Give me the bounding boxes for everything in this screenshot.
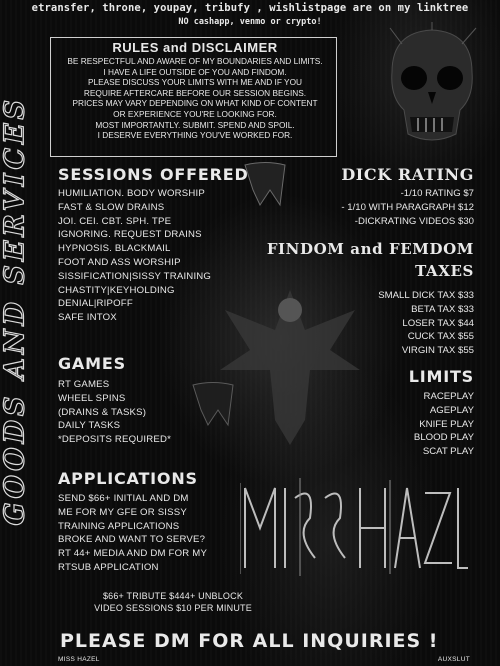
side-title: GOODS AND SERVICES	[0, 95, 31, 526]
list-item: BETA TAX $33	[411, 303, 474, 315]
rating-title: DICK RATING	[341, 165, 474, 184]
teeth-illustration-2	[185, 380, 240, 430]
list-item: CHASTITY|KEYHOLDING	[58, 284, 175, 296]
list-item: IGNORING. REQUEST DRAINS	[58, 229, 202, 241]
credit-right: AUXSLUT	[437, 656, 470, 663]
list-item: RT GAMES	[58, 379, 110, 390]
list-item: -DICKRATING VIDEOS $30	[354, 215, 474, 227]
rules-line: PRICES MAY VARY DEPENDING ON WHAT KIND OF CONTENT	[72, 98, 318, 109]
list-item: AGEPLAY	[429, 404, 474, 416]
list-item: SAFE INTOX	[58, 312, 117, 324]
brand-logo	[240, 478, 470, 578]
list-item: RACEPLAY	[423, 391, 474, 402]
limits-list	[414, 390, 474, 459]
rules-line: REQUIRE AFTERCARE BEFORE OUR SESSION BEGINS.	[83, 87, 307, 98]
rules-line: PLEASE DISCUSS YOUR LIMITS WITH ME AND IF YOU	[87, 77, 303, 88]
taxes-title-line: FINDOM and FEMDOM	[266, 240, 474, 258]
rules-line: I DESERVE EVERYTHING YOU'VE WORKED FOR.	[97, 130, 293, 141]
games-list	[58, 378, 171, 447]
list-item: BROKE AND WANT TO SERVE?	[58, 534, 206, 546]
taxes-title	[267, 238, 474, 282]
list-item: HUMILIATION. BODY WORSHIP	[58, 188, 205, 199]
rules-line: I HAVE A LIFE OUTSIDE OF YOU AND FINDOM.	[103, 66, 287, 77]
list-item: CUCK TAX $55	[407, 331, 474, 343]
list-item: DAILY TASKS	[58, 420, 121, 432]
sessions-list	[58, 187, 211, 325]
list-item: ME FOR MY GFE OR SISSY	[58, 506, 187, 518]
list-item: FOOT AND ASS WORSHIP	[58, 256, 181, 268]
applications-title: APPLICATIONS	[58, 469, 198, 488]
list-item: LOSER TAX $44	[402, 317, 474, 329]
list-item: TRAINING APPLICATIONS	[58, 520, 180, 532]
rules-title: RULES and DISCLAIMER	[112, 40, 278, 55]
list-item: BLOOD PLAY	[413, 432, 474, 444]
list-item: DENIAL|RIPOFF	[58, 298, 133, 310]
list-item: *DEPOSITS REQUIRED*	[58, 434, 172, 446]
list-item: -1/10 RATING $7	[400, 188, 474, 199]
credit-left: MISS HAZEL	[58, 656, 100, 663]
rules-line: MOST IMPORTANTLY. SUBMIT. SPEND AND SPOIL.	[95, 119, 295, 130]
list-item: - 1/10 WITH PARAGRAPH $12	[341, 201, 474, 213]
list-item: (DRAINS & TASKS)	[58, 406, 147, 418]
list-item: KNIFE PLAY	[419, 418, 474, 430]
list-item: RTSUB APPLICATION	[58, 561, 159, 573]
list-item: JOI. CEI. CBT. SPH. TPE	[58, 215, 172, 227]
rules-text	[50, 56, 340, 141]
payment-restrictions-line: NO cashapp, venmo or crypto!	[178, 17, 322, 27]
list-item: WHEEL SPINS	[58, 392, 126, 404]
list-item: VIRGIN TAX $55	[401, 345, 474, 357]
list-item: SISSIFICATION|SISSY TRAINING	[58, 270, 212, 282]
applications-list	[58, 492, 207, 575]
taxes-title-line: TAXES	[415, 262, 474, 280]
list-item: SCAT PLAY	[422, 446, 474, 458]
taxes-list	[378, 289, 474, 358]
games-title: GAMES	[58, 354, 126, 373]
skull-illustration	[372, 22, 492, 152]
sessions-title: SESSIONS OFFERED	[58, 165, 249, 184]
rules-line: OR EXPERIENCE YOU'RE LOOKING FOR.	[113, 108, 277, 119]
list-item: SEND $66+ INITIAL AND DM	[58, 493, 189, 504]
list-item: RT 44+ MEDIA AND DM FOR MY	[58, 548, 208, 560]
limits-title: LIMITS	[408, 367, 474, 386]
pricing-note: VIDEO SESSIONS $10 PER MINUTE	[94, 603, 252, 613]
dm-inquiries-cta: PLEASE DM FOR ALL INQUIRIES !	[60, 630, 439, 652]
list-item: FAST & SLOW DRAINS	[58, 201, 165, 213]
rules-line: BE RESPECTFUL AND AWARE OF MY BOUNDARIES AND LIMITS.	[67, 56, 323, 66]
pricing-note: $66+ TRIBUTE $444+ UNBLOCK	[102, 591, 244, 601]
rating-list	[341, 187, 474, 228]
list-item: HYPNOSIS. BLACKMAIL	[58, 243, 171, 255]
payment-methods-line: etransfer, throne, youpay, tribufy , wishlistpage are on my linktree	[31, 2, 469, 14]
list-item: SMALL DICK TAX $33	[378, 290, 474, 301]
pricing-notes	[58, 590, 288, 614]
